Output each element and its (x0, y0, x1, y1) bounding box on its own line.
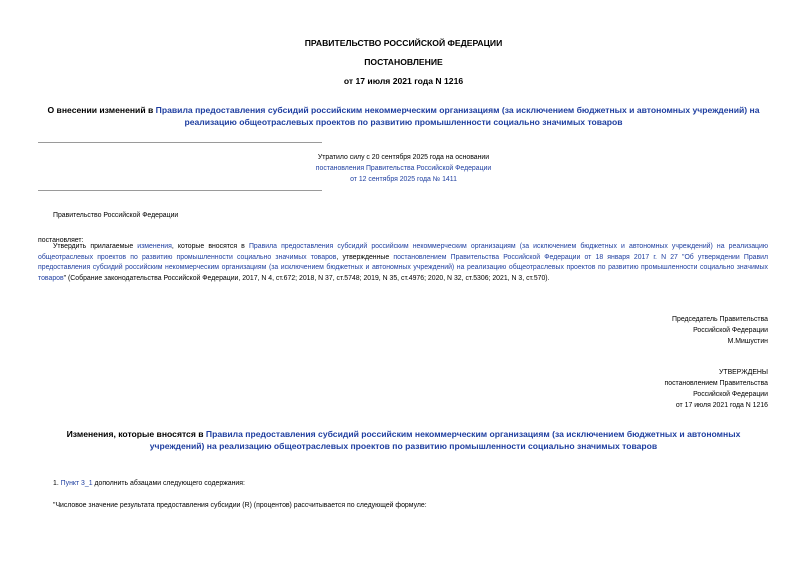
changes-title (50, 428, 757, 452)
resolves-word: постановляет: (38, 237, 84, 244)
item-number: 1. (53, 480, 61, 487)
issuer: Правительство Российской Федерации (53, 212, 179, 219)
signature-country: Российской Федерации (693, 327, 768, 334)
approval-word: УТВЕРЖДЕНЫ (719, 369, 768, 376)
approval-country: Российской Федерации (693, 391, 768, 398)
government-heading: ПРАВИТЕЛЬСТВО РОССИЙСКОЙ ФЕДЕРАЦИИ (304, 38, 503, 48)
item-1 (53, 478, 245, 489)
changes-rules-link[interactable]: Правила предоставления субсидий российским некоммерческим организациям (за исключением бюджетных и автономных учреждений) на реализацию общеотраслевых проектов по развитию промышленности социально значимых товаров (149, 429, 741, 451)
divider-bottom (38, 190, 322, 191)
status-note-line: Утратило силу с 20 сентября 2025 года на основании (317, 154, 490, 161)
paragraph-text: , утвержденные (336, 253, 394, 261)
paragraph-text: " (Собрание законодательства Российской Федерации, 2017, N 4, ст.672; 2018, N 37, ст.5748; 2019, N 35, ст.4976; 2020, N 32, ст.5306; 2021, N 3, ст.570). (63, 274, 550, 282)
changes-title-prefix: Изменения, которые вносятся в (66, 429, 206, 439)
rules-link[interactable]: Правила предоставления субсидий российским некоммерческим организациям (за исключением бюджетных и автономных учреждений) на реализацию общеотраслевых проектов по развитию промышленности социально значимых товаров (155, 105, 760, 127)
status-note (200, 152, 607, 185)
divider-top (38, 142, 322, 143)
signature-name: М.Мишустин (727, 338, 768, 345)
decree-27-link[interactable]: постановлением Правительства Российской Федерации от 18 января 2017 г. N 27 "Об утверждении Правил предоставления субсидий российским некоммерческим организациям (за исключением бюджетных и автономных учреждений) на реализацию общеотраслевых проектов по развитию промышленности социально значимых товаров (38, 253, 769, 282)
changes-link[interactable]: изменения (137, 243, 172, 250)
item-text: дополнить абзацами следующего содержания: (92, 480, 245, 487)
document-date-number: от 17 июля 2021 года N 1216 (343, 76, 464, 86)
document-title (22, 104, 785, 128)
paragraph-text: Утвердить прилагаемые (53, 243, 138, 250)
signature-position: Председатель Правительства (672, 316, 768, 323)
resolution-paragraph (38, 242, 768, 284)
formula-quote: "Числовое значение результата предоставления субсидии (R) (процентов) рассчитывается по следующей формуле: (53, 502, 427, 509)
document-type: ПОСТАНОВЛЕНИЕ (364, 57, 443, 67)
approval-by: постановлением Правительства (664, 380, 768, 387)
approval-stamp (468, 367, 768, 411)
approval-date: от 17 июля 2021 года N 1216 (675, 402, 768, 409)
title-prefix: О внесении изменений в (47, 105, 156, 115)
repeal-decree-link[interactable]: постановления Правительства Российской Федерации (315, 165, 492, 172)
repeal-decree-date-link[interactable]: от 12 сентября 2025 года № 1411 (350, 176, 457, 183)
signature-block (468, 314, 768, 347)
rules-link-body[interactable]: Правила предоставления субсидий российским некоммерческим организациям (за исключением бюджетных и автономных учреждений) на реализацию общеотраслевых проектов по развитию промышленности социально значимых товаров (38, 243, 768, 261)
paragraph-text: , которые вносятся в (171, 243, 249, 250)
point-3-1-link[interactable]: Пункт 3_1 (60, 480, 93, 487)
